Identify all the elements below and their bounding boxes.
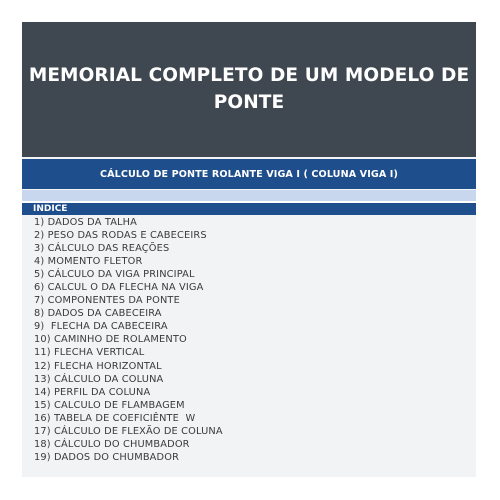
index-item: 12) FLECHA HORIZONTAL [34, 360, 162, 372]
index-item: 1) DADOS DA TALHA [34, 217, 138, 228]
title-banner [22, 22, 476, 157]
index-label: INDICE [33, 204, 68, 214]
index-item: 8) DADOS DA CABECEIRA [34, 308, 162, 320]
index-item: 6) CALCUL O DA FLECHA NA VIGA [34, 282, 204, 294]
index-item: 19) DADOS DO CHUMBADOR [34, 451, 180, 463]
index-item: 16) TABELA DE COEFICIÊNTE W [34, 412, 196, 424]
light-blue-strip [22, 190, 476, 201]
index-item: 10) CAMINHO DE ROLAMENTO [34, 334, 187, 346]
banner-title: MEMORIAL COMPLETO DE UM MODELO DE PONTE [28, 64, 470, 113]
index-item: 3) CÁLCULO DAS REAÇÕES [34, 243, 170, 255]
index-item: 5) CÁLCULO DA VIGA PRINCIPAL [34, 269, 195, 281]
index-item: 4) MOMENTO FLETOR [34, 256, 143, 268]
index-item: 9) FLECHA DA CABECEIRA [34, 321, 168, 333]
spreadsheet-excerpt [22, 157, 476, 477]
index-item: 17) CÁLCULO DE FLEXÃO DE COLUNA [34, 425, 223, 437]
index-item: 13) CÁLCULO DA COLUNA [34, 373, 164, 385]
index-list [34, 216, 223, 464]
index-item: 7) COMPONENTES DA PONTE [34, 295, 180, 307]
index-item: 18) CÁLCULO DO CHUMBADOR [34, 438, 190, 450]
index-header-bar [22, 203, 476, 215]
calc-header-bar [22, 159, 476, 189]
index-item: 2) PESO DAS RODAS E CABECEIRS [34, 230, 207, 242]
index-item: 15) CALCULO DE FLAMBAGEM [34, 399, 185, 411]
index-item: 11) FLECHA VERTICAL [34, 347, 145, 359]
index-item: 14) PERFIL DA COLUNA [34, 386, 151, 398]
calc-title: CÁLCULO DE PONTE ROLANTE VIGA I ( COLUNA VIGA I) [100, 168, 398, 180]
